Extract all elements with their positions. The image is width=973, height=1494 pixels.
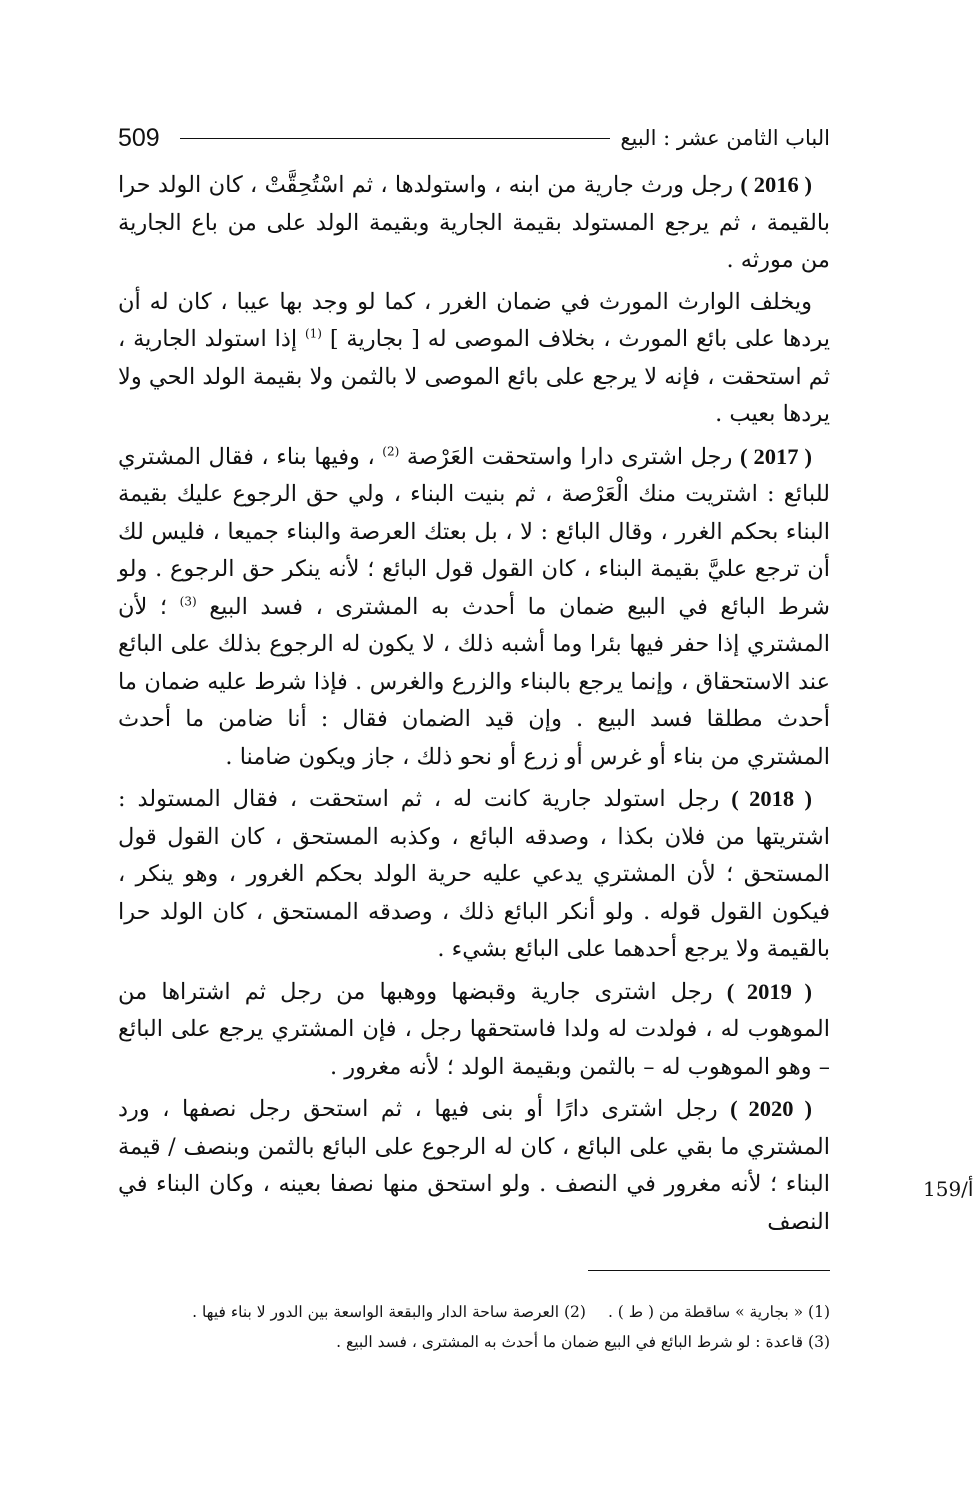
footnote-ref-1: (1) (304, 326, 322, 341)
footnotes (118, 1297, 830, 1357)
running-title: الباب الثامن عشر : البيع (620, 126, 830, 150)
paragraph-text-2: ، وفيها بناء ، فقال المشتري للبائع : اشتريت منك الْعَرْصة ، ثم بنيت البناء ، ولي حق الرجوع عليك بقيمة البناء بحكم الغرر ، وقال البائع : لا ، بل بعتك العرصة والبناء جميعا ، فليس لك أن ترجع عليَّ بقيمة البناء ، كان القول قول البائع ؛ لأنه ينكر حق الرجوع . ولو شرط البائع في البيع ضمان ما أحدث به المشترى ، فسد البيع (118, 443, 831, 620)
paragraph-text-2: إذا استولد الجارية ، ثم استحقت ، فإنه لا يرجع على بائع الموصى لا بالثمن ولا بقيمة الولد الحي ولا يردها بعيب . (118, 326, 830, 427)
footnote-ref-2: (2) (382, 444, 400, 458)
entry-number: ( 2017 ) (739, 443, 812, 469)
paragraph-text: رجل اشترى دارا واستحقت العَرْصة (399, 443, 740, 470)
footnote-2: (2) العرصة ساحة الدار والبقعة الواسعة بين الدور لا بناء فيها . (192, 1303, 586, 1321)
footnote-separator (588, 1270, 830, 1271)
paragraph-text: رجل اشترى دارًا أو بنى فيها ، ثم استحق رجل نصفها ، ورد المشتري ما بقي على البائع ، كان له الرجوع على البائع بالثمن وبنصف / قيمة البناء ؛ لأنه مغرور في النصف . ولو استحق منها نصفا بعينه ، وكان البناء في النصف (118, 1096, 830, 1235)
paragraph-continuation (118, 284, 830, 434)
entry-number: ( 2020 ) (730, 1096, 813, 1121)
footnote-1: (1) « بجارية » ساقطة من ( ط ) . (607, 1303, 830, 1321)
page-number: 509 (118, 123, 160, 152)
paragraph-text: رجل اشترى جارية وقبضها ووهبها من رجل ثم اشتراها من الموهوب له ، فولدت له ولدا فاستحقها رجل ، فإن المشتري يرجع على البائع – وهو الموهوب له – بالثمن وبقيمة الولد ؛ لأنه مغرور . (118, 978, 830, 1080)
paragraph-text: رجل ورث جارية من ابنه ، واستولدها ، ثم اسْتُحِقَّتْ ، كان الولد حرا بالقيمة ، ثم يرجع المستولد بقيمة الجارية وبقيمة الولد على من باع الجارية من مورثه . (118, 172, 830, 273)
page-header (118, 118, 830, 158)
paragraph-2019 (118, 973, 830, 1087)
footnote-ref-3: (3) (179, 594, 197, 608)
entry-number: ( 2016 ) (740, 172, 813, 197)
header-rule (180, 138, 611, 139)
paragraph-text: رجل استولد جارية كانت له ، ثم استحقت ، فقال المستولد : اشتريتها من فلان بكذا ، وصدقه البائع ، وكذبه المستحق ، كان القول قول المستحق ؛ لأن المشتري يدعي عليه حرية الولد بحكم الغرور ، وهو ينكر ، فيكون القول قوله . ولو أنكر البائع ذلك ، وصدقه المستحق ، كان الولد حرا بالقيمة ولا يرجع أحدهما على البائع بشيء . (118, 786, 830, 962)
paragraph-text-3: ؛ لأن المشتري إذا حفر فيها بئرا وما أشبه ذلك ، لا يكون له الرجوع بذلك على البائع عند الاستحقاق ، وإنما يرجع بالبناء والزرع والغرس . فإذا شرط عليه ضمان ما أحدث مطلقا فسد البيع . وإن قيد الضمان فقال : أنا ضامن ما أحدث المشتري من بناء أو غرس أو زرع أو نحو ذلك ، جاز ويكون ضامنا . (118, 593, 831, 770)
paragraph-2020 (118, 1090, 830, 1241)
footnote-line-1 (118, 1297, 830, 1327)
paragraph-2018 (118, 780, 830, 969)
footnote-3: (3) قاعدة : لو شرط البائع في البيع ضمان ما أحدث به المشترى ، فسد البيع . (336, 1333, 830, 1351)
manuscript-folio-marker: 159/أ (923, 1177, 973, 1201)
body-text (118, 166, 830, 1245)
paragraph-text: ويخلف الوارث المورث في ضمان الغرر ، كما لو وجد بها عيبا ، كان له أن يردها على بائع المورث ، بخلاف الموصى له [ بجارية ] (118, 288, 830, 352)
paragraph-2017 (118, 438, 830, 777)
entry-number: ( 2019 ) (726, 978, 812, 1004)
entry-number: ( 2018 ) (731, 786, 812, 811)
footnote-line-2 (118, 1327, 830, 1357)
paragraph-2016 (118, 166, 830, 280)
